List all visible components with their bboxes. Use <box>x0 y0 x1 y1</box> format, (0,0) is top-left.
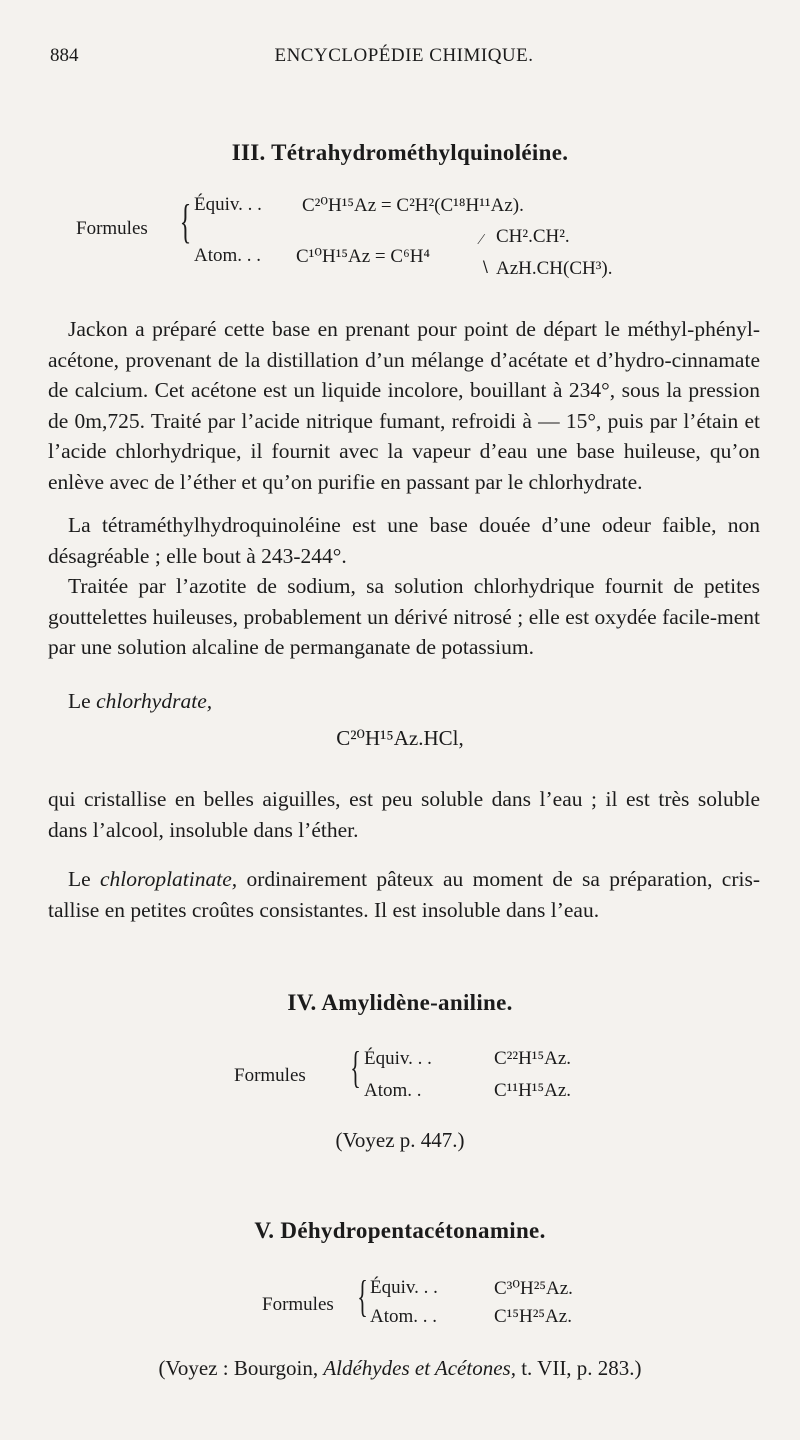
reference-5 <box>0 1356 800 1381</box>
chlorhydrate-prefix: Le <box>68 689 91 713</box>
chloroplatinate-term: chloroplatinate, <box>100 867 238 891</box>
reference-4: (Voyez p. 447.) <box>335 1128 465 1152</box>
atom-label: Atom. . . <box>370 1306 438 1327</box>
formulas-label: Formules <box>76 218 148 239</box>
paragraph-3: Traitée par l’azotite de sodium, sa solution chlorhydrique fournit de petites gouttelettes huileuses, probablement un dérivé nitrosé ; elle est oxydée facile-ment par une solution alcaline de permanganate de potassium. <box>48 574 760 659</box>
paragraph-1: Jackon a préparé cette base en prenant pour point de départ le méthyl-phényl-acétone, provenant de la distillation d’un mélange d’acétate et d’hydro-cinnamate de calcium. Cet acétone est un liquide incolore, bouillant à 234°, sous la pression de 0m,725. Traité par l’acide nitrique fumant, refroidi à — 15°, puis par l’étain et l’acide chlorhydrique, il fournit avec la vapeur d’eau une base huileuse, qu’on enlève avec de l’éther et qu’on purifie en passant par le chlorhydrate. <box>48 317 760 494</box>
paragraph-4: qui cristallise en belles aiguilles, est peu soluble dans l’eau ; il est très soluble dans l’alcool, insoluble dans l’éther. <box>48 787 760 842</box>
reference-suffix: t. VII, p. 283.) <box>521 1356 642 1380</box>
running-title: ENCYCLOPÉDIE CHIMIQUE. <box>274 45 534 66</box>
section-heading-3: III. Tétrahydrométhylquinoléine. <box>231 140 569 165</box>
brace-icon: { <box>357 1272 368 1321</box>
backslash-icon: ∖ <box>480 260 490 276</box>
chloroplatinate-text: ordinairement pâteux au moment de sa préparation, cris-tallise en petites croûtes consistantes. Il est insoluble dans l’eau. <box>48 867 760 922</box>
equiv-label: Équiv. . . <box>370 1277 438 1298</box>
atom-branch-2: AzH.CH(CH³). <box>496 258 613 279</box>
section-heading-5: V. Déhydropentacétonamine. <box>254 1218 546 1243</box>
reference-title: Aldéhydes et Acétones, <box>323 1356 516 1380</box>
section-heading-4: IV. Amylidène-aniline. <box>287 990 513 1015</box>
atom-branch-1: CH².CH². <box>496 226 570 247</box>
equiv-label: Équiv. . . <box>364 1048 432 1069</box>
chlorhydrate-formula: C²⁰H¹⁵Az.HCl, <box>336 726 464 750</box>
atom-label: Atom. . . <box>194 245 262 266</box>
atom-formula: C¹⁰H¹⁵Az = C⁶H⁴ <box>296 246 431 267</box>
chlorhydrate-term: chlorhydrate, <box>96 689 213 713</box>
equiv-formula: C³⁰H²⁵Az. <box>494 1278 573 1299</box>
atom-formula: C¹⁵H²⁵Az. <box>494 1306 572 1327</box>
chloroplatinate-prefix: Le <box>68 867 91 891</box>
atom-formula: C¹¹H¹⁵Az. <box>494 1080 572 1101</box>
page-header <box>48 45 760 75</box>
equiv-formula: C²⁰H¹⁵Az = C²H²(C¹⁸H¹¹Az). <box>302 195 524 216</box>
paragraph-2: La tétraméthylhydroquinoléine est une base douée d’une odeur faible, non désagréable ; elle bout à 243-244°. <box>48 513 760 568</box>
equiv-label: Équiv. . . <box>194 194 262 215</box>
formulas-label: Formules <box>262 1294 334 1315</box>
atom-label: Atom. . <box>364 1080 422 1101</box>
brace-icon: { <box>350 1043 361 1092</box>
formulas-label: Formules <box>234 1065 306 1086</box>
reference-prefix: (Voyez : Bourgoin, <box>158 1356 319 1380</box>
equiv-formula: C²²H¹⁵Az. <box>494 1048 572 1069</box>
brace-icon: { <box>179 195 192 248</box>
slash-icon: ∕ <box>480 232 483 248</box>
chloroplatinate-paragraph <box>48 864 760 925</box>
chlorhydrate-line <box>48 686 760 717</box>
page-number: 884 <box>50 45 79 66</box>
